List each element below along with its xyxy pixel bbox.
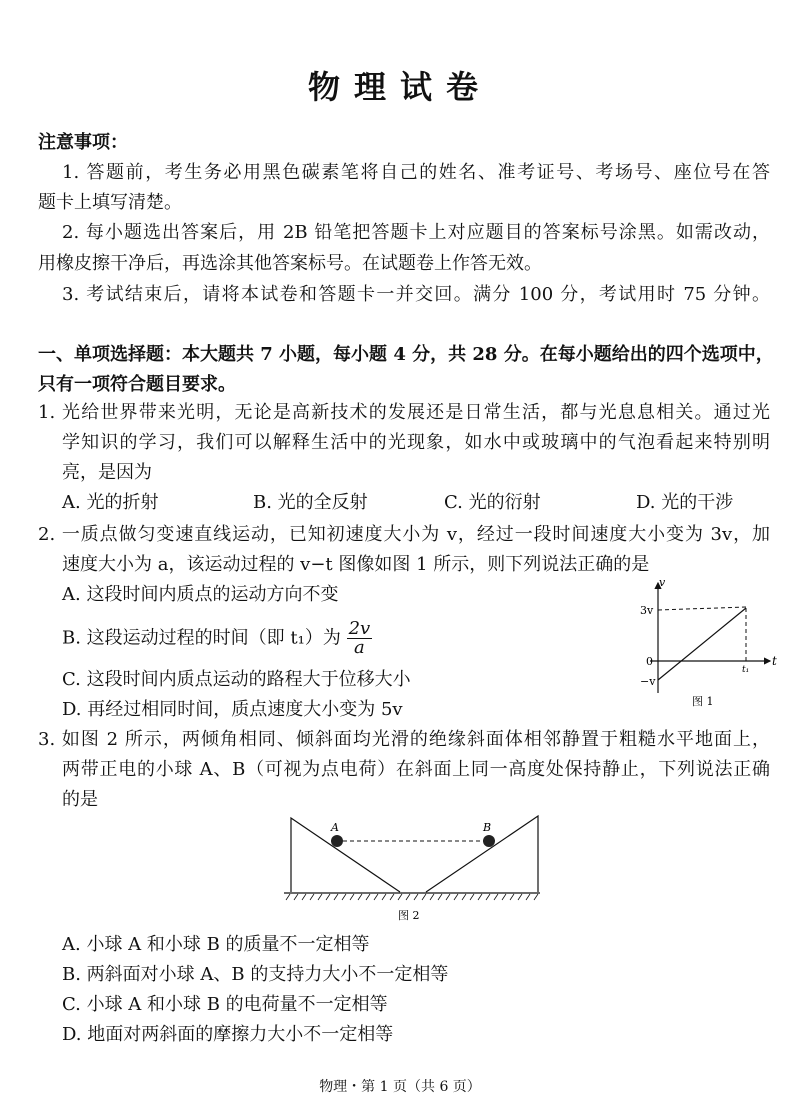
ball-a bbox=[331, 835, 343, 847]
figure-1-caption: 图 1 bbox=[692, 695, 714, 708]
q2-stem: 2. 一质点做匀变速直线运动，已知初速度大小为 v，经过一段时间速度大小变为 3v，加 bbox=[38, 524, 770, 545]
q1-stem: 1. 光给世界带来光明，无论是高新技术的发展还是日常生活，都与光息息相关。通过光 bbox=[38, 402, 770, 423]
fraction-denominator: a bbox=[354, 637, 365, 658]
tick-0: 0 bbox=[646, 655, 653, 668]
figure-2-caption: 图 2 bbox=[398, 909, 420, 922]
fraction bbox=[347, 620, 373, 657]
page-title: 物理试卷 bbox=[307, 68, 492, 106]
guide-line bbox=[658, 607, 746, 610]
ground-hatching bbox=[286, 894, 538, 900]
label-a: A bbox=[331, 821, 339, 834]
notice-item-2: 2. 每小题选出答案后，用 2B 铅笔把答题卡上对应题目的答案标号涂黑。如需改动， bbox=[62, 222, 770, 243]
vt-line bbox=[658, 608, 746, 680]
section-heading-cont: 只有一项符合题目要求。 bbox=[38, 374, 236, 395]
q3-stem-cont: 两带正电的小球 A、B（可视为点电荷）在斜面上同一高度处保持静止，下列说法正确 bbox=[62, 759, 770, 780]
section-heading: 一、单项选择题：本大题共 7 小题，每小题 4 分，共 28 分。在每小题给出的四个选项中， bbox=[38, 344, 774, 365]
q1-option-d: D. 光的干涉 bbox=[636, 492, 734, 513]
q3-option-d: D. 地面对两斜面的摩擦力大小不一定相等 bbox=[62, 1024, 394, 1045]
q2-option-b bbox=[62, 620, 372, 657]
q2-stem-cont: 速度大小为 a，该运动过程的 v−t 图像如图 1 所示，则下列说法正确的是 bbox=[62, 554, 650, 575]
label-b: B bbox=[483, 821, 492, 834]
q2-option-d: D. 再经过相同时间，质点速度大小变为 5v bbox=[62, 699, 403, 720]
notice-item-1-cont: 题卡上填写清楚。 bbox=[38, 192, 182, 213]
q2-option-a: A. 这段时间内质点的运动方向不变 bbox=[62, 584, 339, 605]
q2-option-c: C. 这段时间内质点运动的路程大于位移大小 bbox=[62, 669, 411, 690]
q1-stem-cont: 学知识的学习，我们可以解释生活中的光现象，如水中或玻璃中的气泡看起来特别明 bbox=[62, 432, 770, 453]
page-footer: 物理・第 1 页（共 6 页） bbox=[319, 1079, 481, 1095]
tick-t1: t₁ bbox=[742, 665, 750, 675]
tick-minus-v: −v bbox=[640, 675, 656, 688]
x-axis-label: t bbox=[772, 654, 777, 668]
q3-option-a: A. 小球 A 和小球 B 的质量不一定相等 bbox=[62, 934, 370, 955]
q1-option-c: C. 光的衍射 bbox=[444, 492, 541, 513]
tick-3v: 3v bbox=[640, 604, 654, 617]
y-axis-label: v bbox=[659, 576, 666, 589]
figure-2-inclines bbox=[280, 810, 540, 925]
notice-heading: 注意事项： bbox=[38, 132, 128, 153]
ball-b bbox=[483, 835, 495, 847]
q3-stem-cont2: 的是 bbox=[62, 789, 98, 810]
q1-option-a: A. 光的折射 bbox=[62, 492, 159, 513]
figure-1-vt-graph bbox=[610, 575, 790, 715]
right-incline bbox=[426, 816, 538, 892]
notice-item-1: 1. 答题前，考生务必用黑色碳素笔将自己的姓名、准考证号、考场号、座位号在答 bbox=[62, 162, 770, 183]
notice-item-3: 3. 考试结束后，请将本试卷和答题卡一并交回。满分 100 分，考试用时 75 分钟。 bbox=[62, 284, 770, 305]
left-incline bbox=[291, 818, 400, 892]
q3-option-b: B. 两斜面对小球 A、B 的支持力大小不一定相等 bbox=[62, 964, 449, 985]
q2-option-b-text: B. 这段运动过程的时间（即 t₁）为 bbox=[62, 627, 341, 649]
notice-item-2-cont: 用橡皮擦干净后，再选涂其他答案标号。在试题卷上作答无效。 bbox=[38, 253, 542, 274]
q3-option-c: C. 小球 A 和小球 B 的电荷量不一定相等 bbox=[62, 994, 388, 1015]
fraction-numerator: 2v bbox=[348, 618, 371, 639]
q1-stem-cont2: 亮，是因为 bbox=[62, 462, 152, 483]
q3-stem: 3. 如图 2 所示，两倾角相同、倾斜面均光滑的绝缘斜面体相邻静置于粗糙水平地面上， bbox=[38, 729, 770, 750]
q1-option-b: B. 光的全反射 bbox=[253, 492, 368, 513]
